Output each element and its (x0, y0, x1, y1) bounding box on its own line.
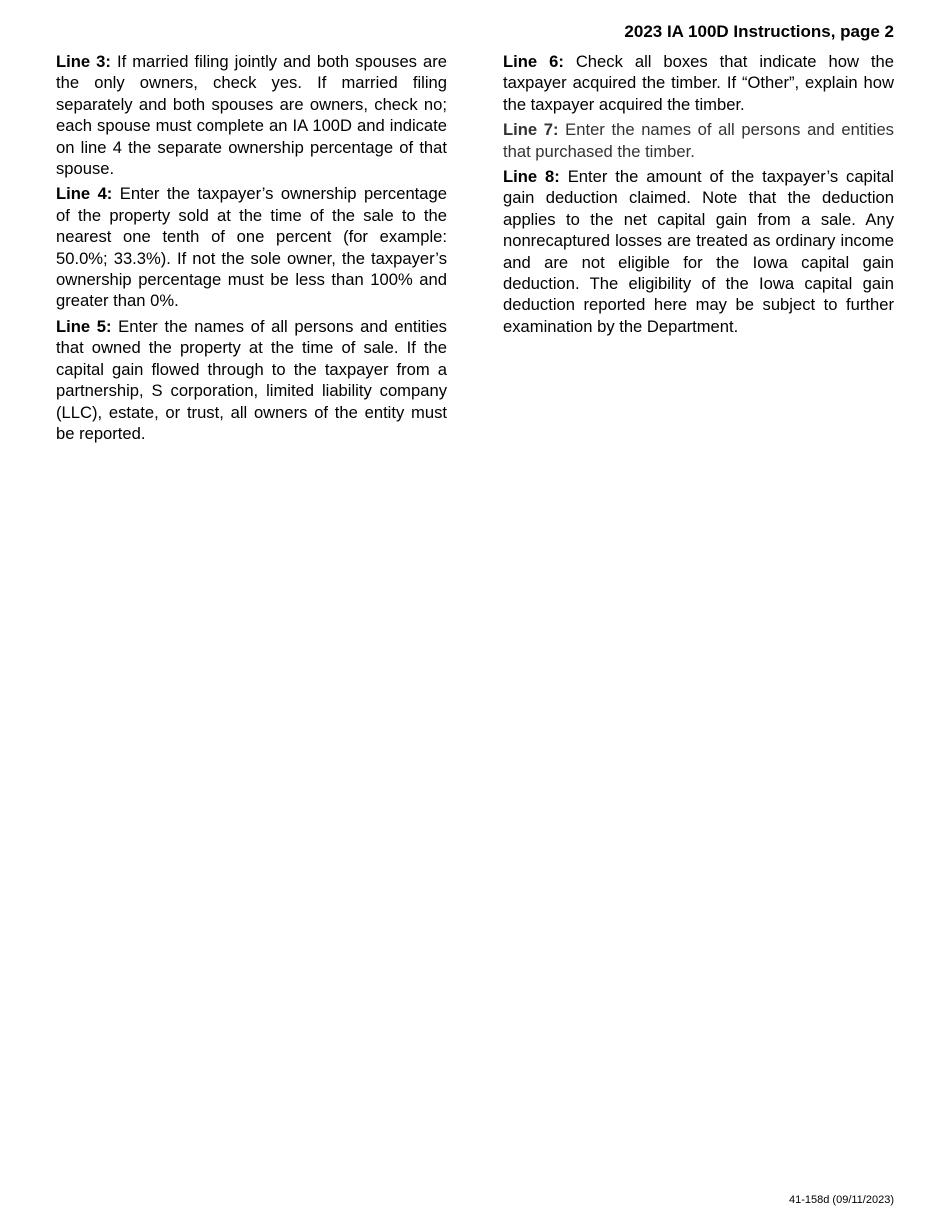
line-4-instruction (56, 183, 447, 311)
line-7-instruction (503, 119, 894, 162)
page-title: 2023 IA 100D Instructions, page 2 (624, 22, 894, 41)
line-3-label: Line 3: (56, 52, 111, 71)
line-5-instruction (56, 316, 447, 444)
line-5-label: Line 5: (56, 316, 112, 336)
line-7-label: Line 7: (503, 120, 559, 140)
line-8-instruction (503, 166, 894, 337)
right-column (503, 51, 894, 341)
line-4-label: Line 4: (56, 184, 113, 204)
left-column (56, 51, 447, 448)
line-5-text: Enter the names of all persons and entities that owned the property at the time of sale. If the capital gain flowed through to the taxpayer from a partnership, S corporation, limited liability company (LLC), estate, or trust, all owners of the entity must be reported. (56, 316, 447, 443)
line-8-label: Line 8: (503, 167, 560, 187)
line-6-label: Line 6: (503, 52, 564, 71)
line-6-instruction (503, 51, 894, 115)
line-8-text: Enter the amount of the taxpayer’s capital gain deduction claimed. Note that the deduction applies to the net capital gain from a sale. Any nonrecaptured losses are treated as ordinary income and are not eligible for the Iowa capital gain deduction. The eligibility of the Iowa capital gain deduction reported here may be subject to further examination by the Department. (503, 167, 894, 336)
line-3-text: If married filing jointly and both spouses are the only owners, check yes. If married filing separately and both spouses are owners, check no; each spouse must complete an IA 100D and indicate on line 4 the separate ownership percentage of that spouse. (56, 52, 447, 179)
line-7-text: Enter the names of all persons and entities that purchased the timber. (503, 120, 894, 161)
line-4-text: Enter the taxpayer’s ownership percentage of the property sold at the time of the sale to the nearest one tenth of one percent (for example: 50.0%; 33.3%). If not the sole owner, the taxpayer’s ownership percentage must be less than 100% and greater than 0%. (56, 184, 447, 311)
line-3-instruction (56, 51, 447, 179)
line-6-text: Check all boxes that indicate how the taxpayer acquired the timber. If “Other”, explain how the taxpayer acquired the timber. (503, 52, 894, 114)
form-number: 41-158d (09/11/2023) (789, 1194, 894, 1206)
